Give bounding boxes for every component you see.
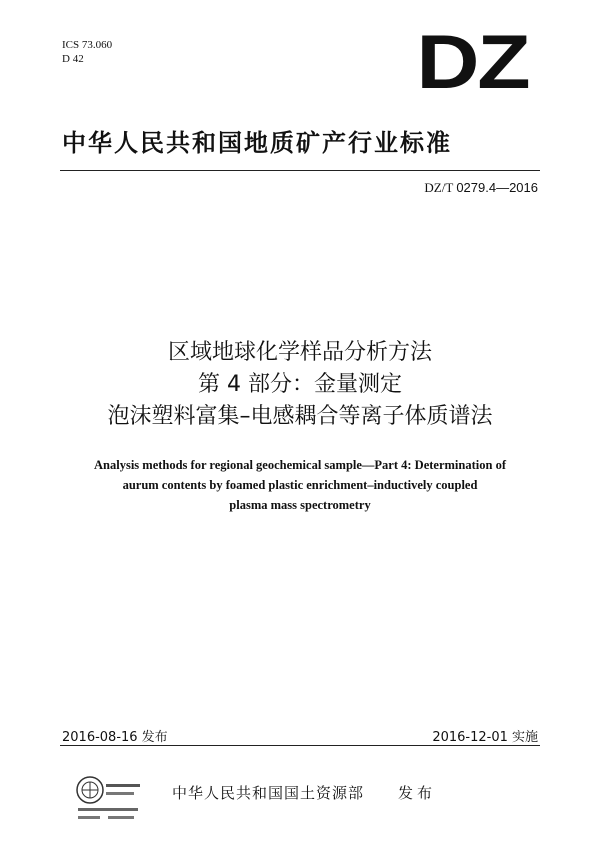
organization-title: 中华人民共和国地质矿产行业标准 — [62, 129, 452, 157]
classification-codes — [62, 38, 112, 66]
title-cn-line2: 第 4 部分：金量测定 — [198, 372, 402, 397]
publish-label: 发布 — [398, 784, 437, 802]
header-divider — [60, 170, 540, 171]
title-en-line2: aurum contents by foamed plastic enrichment–inductively coupled — [122, 478, 478, 492]
title-en-line3: plasma mass spectrometry — [229, 498, 371, 512]
implementation-date: 2016-12-01 实施 — [432, 730, 538, 745]
standard-code — [424, 180, 538, 196]
title-en-line1: Analysis methods for regional geochemical sample—Part 4: Determination of — [94, 458, 506, 472]
title-english — [50, 455, 550, 515]
issue-date: 2016-08-16 发布 — [62, 730, 168, 745]
ccs-code: D 42 — [62, 53, 84, 65]
standard-number: 0279.4—2016 — [456, 180, 538, 195]
title-cn-line3: 泡沫塑料富集–电感耦合等离子体质谱法 — [107, 404, 493, 429]
dz-logo: DZ — [416, 20, 528, 105]
ics-code: ICS 73.060 — [62, 39, 113, 51]
title-cn-line1: 区域地球化学样品分析方法 — [167, 340, 432, 365]
standard-prefix: DZ/T — [424, 180, 454, 195]
publisher-name: 中华人民共和国国土资源部 — [172, 784, 365, 802]
footer-divider — [60, 745, 540, 746]
publisher-seal-icon — [70, 772, 146, 832]
